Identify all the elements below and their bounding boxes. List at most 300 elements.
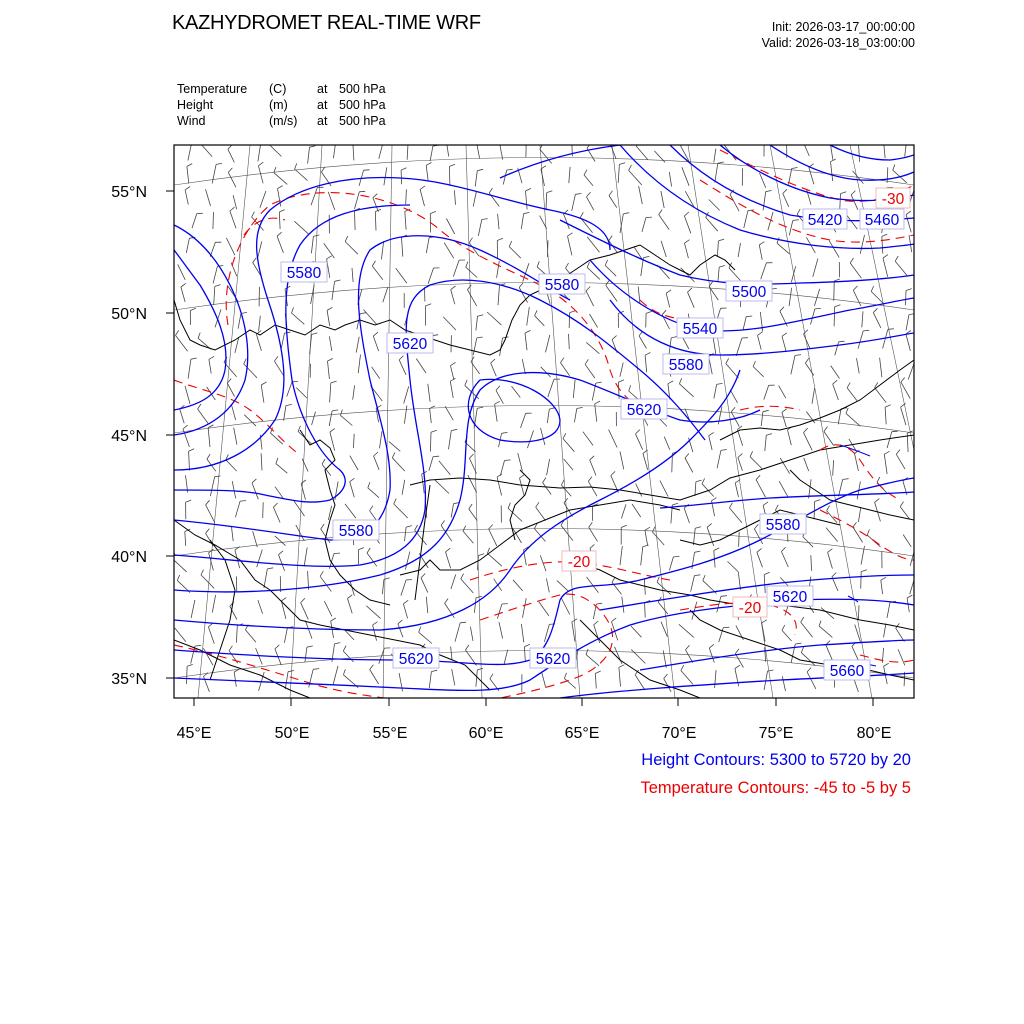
wind-barb-flag: [590, 456, 594, 460]
wind-barb: [497, 604, 502, 619]
wind-barb: [737, 430, 742, 446]
height-contour-label: 5620: [398, 651, 434, 668]
wind-barb: [561, 363, 570, 376]
wind-barb: [180, 409, 185, 423]
wind-barb: [234, 428, 237, 445]
wind-barb: [717, 450, 721, 468]
wind-barb: [366, 606, 380, 619]
wind-barb: [685, 243, 689, 258]
wind-barb: [850, 263, 861, 278]
wind-barb: [661, 241, 666, 257]
wind-barb-flag: [279, 210, 285, 212]
field-row-temperature: Temperature (C) at 500 hPa: [177, 82, 386, 96]
wind-barb-flag: [331, 618, 336, 621]
wind-barb-flag: [372, 261, 375, 266]
wind-barb-flag: [547, 191, 553, 193]
wind-barb-flag: [368, 482, 370, 488]
lon-tick-label: 50°E: [274, 725, 310, 742]
wind-barb: [684, 216, 690, 233]
wind-barb: [834, 307, 835, 327]
wind-barb-flag: [426, 163, 431, 166]
wind-barb-flag: [815, 500, 821, 502]
wind-barb: [525, 333, 527, 350]
wind-barb: [709, 648, 714, 663]
wind-barb-flag: [884, 451, 889, 454]
wind-barb: [451, 366, 454, 380]
wind-barb: [901, 407, 906, 425]
wind-barb: [717, 241, 718, 256]
wind-barb: [518, 453, 523, 471]
wind-barb-flag: [750, 451, 753, 456]
wind-barb: [709, 200, 720, 211]
wind-barb: [235, 501, 240, 517]
wind-barb: [541, 428, 545, 445]
wind-barb-flag: [709, 644, 714, 648]
wind-barb: [636, 434, 643, 450]
wind-barb-flag: [392, 452, 395, 457]
wind-barb: [645, 355, 647, 372]
wind-barb: [728, 561, 739, 572]
wind-barb: [682, 167, 689, 186]
wind-barb: [853, 527, 863, 542]
wind-barb-flag: [367, 548, 370, 553]
wind-barb-flag: [721, 596, 727, 597]
wind-barb: [294, 500, 305, 516]
wind-barb: [232, 481, 236, 498]
wind-barb-flag: [285, 332, 291, 333]
wind-barb-flag: [230, 207, 235, 211]
wind-barb-flag: [863, 330, 869, 331]
wind-barb-flag: [757, 548, 762, 552]
wind-barb-flag: [726, 358, 729, 363]
wind-barb-flag: [792, 168, 798, 169]
wind-barb: [895, 261, 908, 276]
wind-barb-flag: [781, 547, 785, 551]
wind-barb: [684, 508, 689, 523]
wind-barb: [227, 383, 234, 396]
wind-barb-flag: [292, 307, 294, 313]
wind-barb: [862, 311, 863, 327]
wind-barb: [444, 243, 454, 259]
wind-barb: [519, 288, 527, 303]
wind-barb-flag: [526, 136, 532, 138]
wind-barb-flag: [273, 503, 277, 507]
wind-barb: [353, 385, 355, 399]
wind-barb: [463, 531, 474, 543]
wind-barb-flag: [491, 359, 495, 363]
wind-barb: [860, 235, 864, 254]
wind-barb: [569, 167, 570, 183]
wind-barb-flag: [467, 285, 471, 290]
wind-barb: [273, 507, 280, 522]
wind-barb: [584, 175, 593, 186]
wind-barb: [212, 595, 215, 613]
wind-barb: [260, 191, 266, 208]
wind-barb: [343, 651, 353, 662]
wind-barb: [188, 145, 191, 160]
wind-barb-flag: [275, 645, 279, 649]
wind-barb: [244, 415, 256, 426]
wind-barb: [539, 602, 549, 616]
temperature-contour-label: -20: [738, 600, 762, 617]
wind-barb: [201, 575, 214, 588]
wind-barb: [513, 580, 523, 591]
wind-barb-flag: [307, 646, 313, 647]
wind-barb-flag: [881, 577, 886, 580]
wind-barb-flag: [536, 502, 539, 507]
wind-barb: [232, 405, 236, 420]
wind-barb: [368, 488, 379, 498]
wind-barb: [620, 546, 622, 565]
height-contour-label: 5540: [682, 321, 718, 338]
wind-barb: [906, 315, 909, 331]
wind-barb-flag: [469, 504, 472, 509]
wind-barb: [620, 363, 623, 377]
wind-barb: [588, 481, 597, 496]
wind-barb: [187, 166, 189, 183]
wind-barb: [606, 285, 617, 301]
wind-barb-flag: [482, 219, 488, 220]
wind-barb: [736, 338, 742, 356]
wind-barb: [569, 334, 570, 349]
wind-barb-flag: [401, 168, 407, 170]
wind-barb: [276, 464, 287, 474]
wind-barb: [296, 388, 307, 399]
wind-barb-flag: [668, 381, 673, 384]
wind-barb: [470, 627, 473, 641]
wind-barb-flag: [189, 449, 195, 451]
wind-barb-flag: [853, 522, 857, 527]
wind-barb-flag: [327, 256, 332, 259]
wind-barb-flag: [853, 286, 857, 290]
wind-barb-flag: [850, 258, 853, 263]
wind-barb: [426, 238, 429, 254]
wind-barb: [429, 457, 433, 471]
wind-barb: [264, 569, 267, 588]
wind-barb: [833, 384, 839, 400]
wind-barb-flag: [609, 236, 612, 241]
wind-barb-flag: [490, 674, 493, 679]
wind-barb: [688, 292, 695, 308]
wind-barb: [643, 453, 648, 470]
wind-barb: [446, 552, 451, 569]
wind-barb-flag: [502, 432, 508, 433]
wind-barb: [308, 147, 310, 163]
wind-barb: [261, 453, 262, 470]
wind-barb: [652, 532, 664, 545]
height-contour-label: 5580: [544, 277, 580, 294]
wind-barb-flag: [207, 454, 210, 459]
wind-barb-flag: [209, 356, 214, 359]
wind-barb-flag: [469, 238, 472, 243]
wind-barb: [348, 599, 353, 614]
wind-barb: [756, 480, 765, 497]
wind-barb-flag: [754, 524, 758, 529]
wind-barb-flag: [900, 502, 903, 507]
wind-barb: [906, 291, 907, 306]
wind-barb: [666, 293, 670, 307]
wind-barb: [198, 409, 209, 424]
wind-barb-flag: [694, 575, 700, 576]
wind-barb-flag: [471, 357, 474, 362]
wind-barb: [405, 552, 410, 570]
wind-barb: [353, 434, 354, 448]
wind-barb: [546, 193, 547, 211]
wind-barb-flag: [871, 286, 874, 292]
wind-barb: [453, 260, 459, 277]
wind-barb: [645, 603, 646, 618]
wind-barb: [639, 186, 643, 204]
wind-barb: [382, 579, 384, 594]
wind-barb-flag: [801, 647, 803, 653]
wind-barb-flag: [681, 665, 684, 670]
wind-barb-flag: [605, 260, 607, 266]
wind-barb-flag: [735, 665, 740, 668]
wind-barb-flag: [543, 478, 546, 483]
wind-barb: [294, 221, 308, 234]
wind-barb: [838, 409, 841, 425]
wind-barb: [404, 406, 407, 424]
wind-barb-flag: [896, 450, 900, 455]
wind-barb: [636, 146, 648, 159]
wind-barb-flag: [619, 665, 625, 668]
wind-barb: [909, 235, 912, 252]
wind-barb: [664, 437, 670, 450]
wind-barb: [644, 580, 645, 595]
wind-barb: [178, 264, 186, 279]
wind-barb: [355, 211, 356, 231]
wind-barb: [826, 528, 838, 542]
wind-barb-flag: [748, 210, 754, 211]
wind-barb: [175, 628, 186, 642]
wind-barb: [445, 406, 453, 420]
wind-barb-flag: [588, 477, 592, 482]
wind-barb: [642, 218, 646, 232]
wind-barb-flag: [466, 645, 469, 650]
wind-barb: [546, 335, 550, 352]
wind-barb: [350, 456, 358, 470]
wind-barb: [384, 167, 387, 185]
lon-tick-label: 80°E: [856, 725, 892, 742]
wind-barb: [206, 505, 215, 523]
wind-barb: [187, 666, 188, 684]
wind-barb: [329, 336, 331, 351]
wind-barb: [709, 436, 712, 450]
wind-barb: [739, 532, 740, 547]
wind-barb: [783, 194, 789, 207]
water-bodies: [840, 445, 876, 666]
wind-barb: [522, 359, 525, 374]
wind-barb-flag: [709, 432, 714, 435]
wind-barb: [375, 212, 376, 231]
lon-tick-label: 55°E: [372, 725, 408, 742]
wind-barb: [274, 173, 288, 185]
init-time: Init: 2026-03-17_00:00:00: [771, 20, 915, 34]
wind-barb-flag: [431, 670, 437, 671]
wind-barb: [475, 171, 477, 187]
wind-barb: [213, 266, 217, 283]
wind-barb-flag: [497, 474, 502, 477]
wind-barb-flag: [421, 574, 425, 578]
wind-barb-flag: [645, 353, 650, 356]
wind-barb: [320, 576, 331, 591]
wind-barb: [898, 649, 905, 665]
wind-barb-flag: [195, 645, 201, 646]
wind-barb-flag: [321, 167, 324, 172]
wind-barb-flag: [187, 164, 192, 167]
wind-barb: [401, 580, 406, 596]
height-contour-label: 5620: [772, 589, 808, 606]
wind-barb: [245, 630, 256, 643]
wind-barb: [763, 192, 766, 211]
wind-barb-flag: [735, 649, 739, 654]
wind-barb-flag: [793, 220, 799, 221]
wind-barb-flag: [612, 618, 617, 622]
wind-barb: [527, 307, 530, 326]
wind-barb: [498, 285, 500, 305]
wind-barb-flag: [672, 503, 678, 505]
wind-barb-flag: [643, 545, 649, 547]
wind-barb: [595, 674, 596, 689]
wind-barb: [233, 195, 237, 209]
wind-barb: [236, 576, 237, 591]
wind-barb: [228, 172, 236, 187]
wind-barb-flag: [619, 163, 625, 165]
wind-barb: [714, 149, 716, 163]
wind-barb-flag: [181, 283, 186, 287]
wind-barb: [499, 622, 503, 638]
wind-barb: [557, 581, 569, 592]
wind-barb-flag: [875, 499, 880, 503]
wind-barb-flag: [914, 551, 920, 552]
wind-barb-flag: [563, 433, 566, 438]
wind-barb: [234, 672, 236, 687]
wind-barb: [426, 597, 428, 613]
wind-barb-flag: [717, 383, 723, 384]
wind-barb: [353, 146, 354, 161]
wind-barb: [236, 626, 237, 643]
lat-tick-label: 45°N: [111, 428, 147, 445]
wind-barb-flag: [780, 307, 784, 311]
wind-barb: [311, 187, 317, 205]
wind-barb-flag: [183, 425, 188, 429]
wind-barb-flag: [696, 480, 702, 482]
wind-barb: [426, 165, 428, 180]
wind-barb-flag: [350, 478, 355, 482]
wind-barb: [185, 386, 190, 404]
wind-barb: [638, 287, 640, 304]
wind-barb: [491, 363, 497, 376]
wind-barb: [789, 288, 792, 306]
wind-barb: [691, 576, 695, 592]
wind-barb: [258, 600, 263, 614]
wind-barb: [548, 379, 554, 397]
wind-barb-flag: [446, 136, 451, 139]
wind-barb: [430, 409, 432, 423]
wind-barb: [498, 214, 499, 229]
wind-barb-flag: [646, 217, 652, 218]
wind-barb: [258, 166, 263, 184]
wind-barb-flag: [721, 450, 727, 451]
wind-barb-flag: [301, 598, 305, 602]
wind-barb-flag: [478, 315, 484, 317]
lon-tick-label: 65°E: [564, 725, 600, 742]
wind-barb: [855, 453, 859, 471]
wind-barb: [526, 191, 528, 209]
wind-barb: [715, 670, 716, 688]
wind-barb: [883, 258, 888, 277]
wind-barb: [509, 247, 521, 259]
height-contour-label: 5580: [338, 523, 374, 540]
wind-barb: [905, 141, 907, 157]
wind-barb: [521, 214, 523, 230]
wind-barb-flag: [843, 479, 849, 480]
wind-barb: [309, 669, 314, 687]
wind-barb: [279, 555, 285, 571]
wind-barb: [801, 653, 815, 666]
wind-barb: [835, 342, 839, 356]
wind-barb-flag: [466, 262, 468, 268]
wind-barb: [476, 670, 477, 687]
wind-barb-flag: [252, 212, 255, 217]
wind-barb-flag: [198, 404, 201, 409]
wind-barb-flag: [228, 168, 232, 173]
wind-barb: [373, 336, 378, 351]
wind-barb: [392, 458, 405, 471]
wind-barb-flag: [537, 261, 539, 267]
wind-barb: [586, 291, 594, 306]
wind-barb-flag: [895, 256, 898, 261]
wind-barb-flag: [763, 410, 769, 411]
wind-barb: [312, 412, 316, 425]
wind-barb: [621, 504, 626, 518]
wind-barb: [284, 628, 287, 643]
wind-barb: [451, 646, 453, 660]
wind-barb: [330, 432, 335, 451]
wind-barb-flag: [612, 336, 617, 340]
wind-barb-flag: [204, 673, 209, 677]
wind-barb-flag: [477, 407, 483, 408]
wind-barb-flag: [702, 478, 705, 483]
wind-barb: [406, 189, 407, 204]
wind-barb-flag: [832, 573, 836, 577]
wind-barb-flag: [320, 571, 323, 576]
wind-barb-flag: [399, 356, 403, 360]
wind-barb: [547, 459, 550, 475]
wind-barb-flag: [345, 236, 348, 241]
wind-barb-flag: [509, 241, 512, 247]
wind-barb: [543, 483, 552, 495]
wind-barb: [455, 623, 460, 642]
wind-barb-flag: [535, 310, 538, 315]
wind-barb: [880, 358, 882, 378]
wind-barb: [910, 581, 914, 595]
wind-barb-flag: [686, 645, 690, 650]
wind-barb: [809, 167, 814, 184]
wind-barb: [256, 334, 261, 351]
wind-barb: [804, 433, 813, 451]
wind-barb: [372, 266, 383, 280]
wind-barb-flag: [586, 649, 588, 655]
wind-barb: [654, 151, 665, 162]
wind-barb: [420, 189, 424, 206]
wind-barb-flag: [877, 477, 880, 482]
wind-barb: [261, 385, 264, 403]
wind-barb: [203, 648, 213, 665]
lat-tick-label: 50°N: [111, 306, 147, 323]
wind-barb: [757, 552, 763, 567]
wind-barb: [744, 211, 748, 228]
